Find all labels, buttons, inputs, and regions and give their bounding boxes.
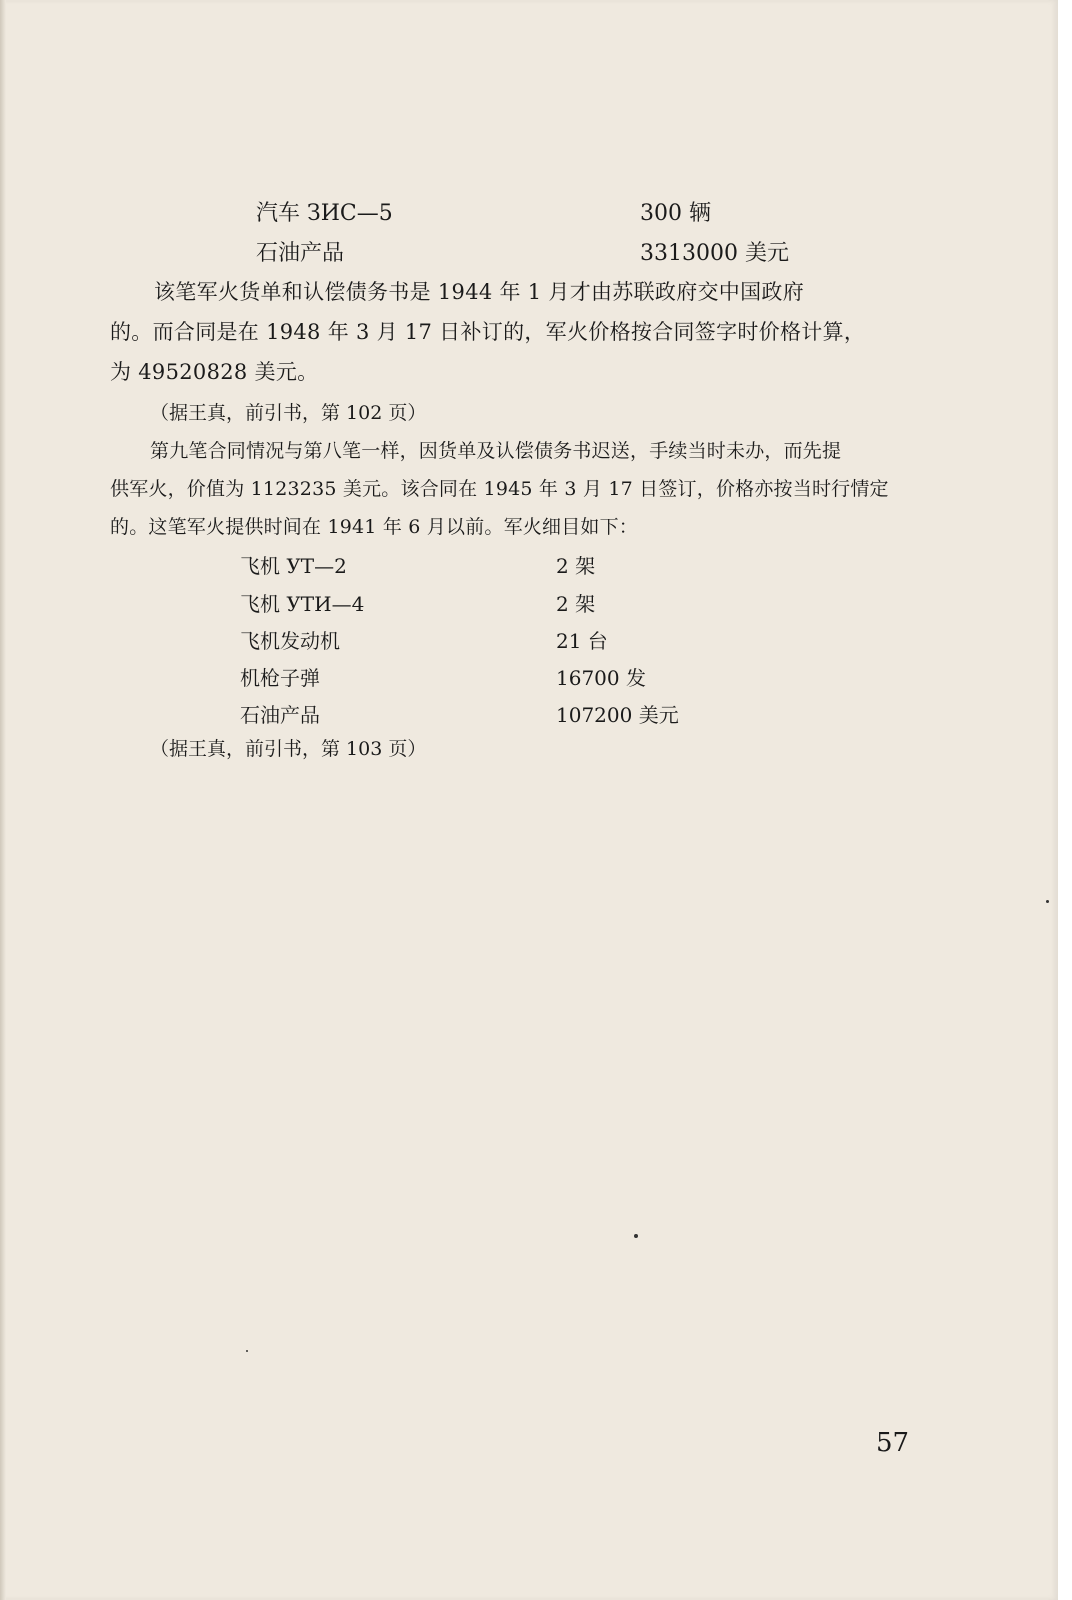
- item-name-engine: 飞机发动机: [240, 629, 340, 653]
- item-qty-uti4: 2 架: [556, 592, 596, 616]
- item-name-ut2: 飞机 УТ—2: [240, 554, 347, 578]
- item-name-ammo: 机枪子弹: [240, 666, 320, 690]
- page-edge: [0, 0, 6, 1600]
- item-name-uti4: 飞机 УТИ—4: [240, 592, 365, 616]
- paragraph-line: 的。这笔军火提供时间在 1941 年 6 月以前。军火细目如下：: [110, 516, 639, 538]
- paragraph-line: 该笔军火货单和认偿债务书是 1944 年 1 月才由苏联政府交中国政府: [154, 280, 805, 304]
- paragraph-line: 供军火，价值为 1123235 美元。该合同在 1945 年 3 月 17 日签订，价格亦按当时行情定: [110, 478, 889, 500]
- paragraph-line: 的。而合同是在 1948 年 3 月 17 日补订的，军火价格按合同签字时价格计算，: [110, 320, 866, 344]
- source-citation-103: （据王真，前引书，第 103 页）: [150, 738, 427, 760]
- item-name-oil: 石油产品: [256, 241, 345, 266]
- scan-speck: [634, 1234, 638, 1238]
- item-qty-ammo: 16700 发: [556, 666, 646, 690]
- paragraph-line: 第九笔合同情况与第八笔一样，因货单及认偿债务书迟送，手续当时未办，而先提: [150, 440, 842, 462]
- source-citation-102: （据王真，前引书，第 102 页）: [150, 402, 427, 424]
- item-qty-engine: 21 台: [556, 629, 608, 653]
- scan-speck: [1046, 900, 1049, 903]
- scan-speck: [246, 1350, 248, 1352]
- item-qty-oil-2: 107200 美元: [556, 703, 679, 727]
- item-name-oil-2: 石油产品: [240, 703, 320, 727]
- item-qty-oil: 3313000 美元: [640, 241, 789, 266]
- page-number: 57: [876, 1428, 910, 1458]
- item-name-truck: 汽车 ЗИС—5: [256, 201, 393, 226]
- item-qty-truck: 300 辆: [640, 201, 711, 226]
- paragraph-line: 为 49520828 美元。: [110, 360, 319, 384]
- item-qty-ut2: 2 架: [556, 554, 596, 578]
